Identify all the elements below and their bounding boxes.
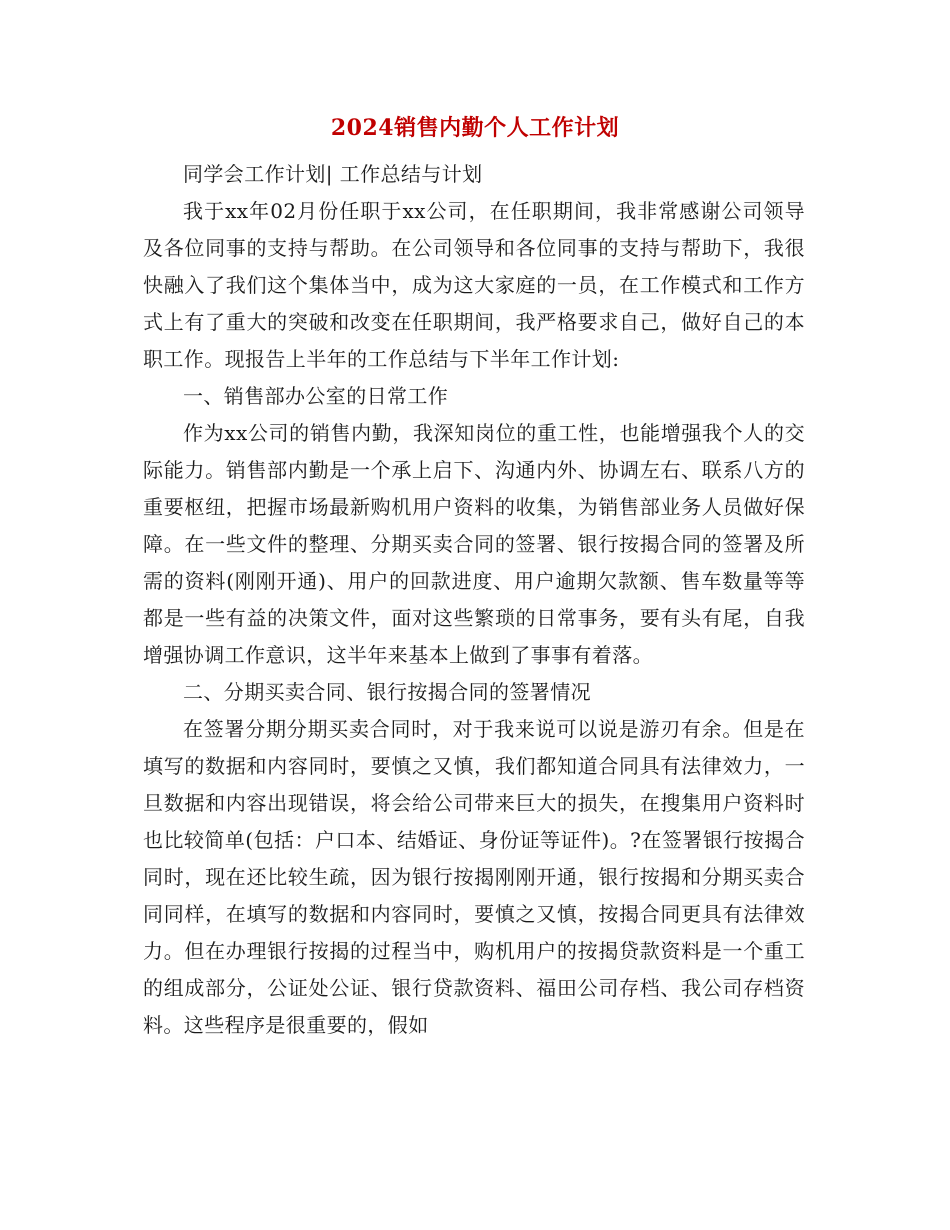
paragraph-section-1: 作为xx公司的销售内勤，我深知岗位的重工性，也能增强我个人的交际能力。销售部内勤是一个承上启下、沟通内外、协调左右、联系八方的重要枢纽，把握市场最新购机用户资料的收集，为销售部业务人员做好保障。在一些文件的整理、分期买卖合同的签署、银行按揭合同的签署及所需的资料(刚刚开通)、用户的回款进度、用户逾期欠款额、售车数量等等都是一些有益的决策文件，面对这些繁琐的日常事务，要有头有尾，自我增强协调工作意识，这半年来基本上做到了事事有着落。 bbox=[143, 421, 805, 667]
section-heading-2: 二、分期买卖合同、银行按揭合同的签署情况 bbox=[183, 680, 591, 704]
document-title: 2024销售内勤个人工作计划 bbox=[330, 115, 620, 141]
paragraph-intro: 我于xx年02月份任职于xx公司，在任职期间，我非常感谢公司领导及各位同事的支持与帮助。在公司领导和各位同事的支持与帮助下，我很快融入了我们这个集体当中，成为这大家庭的一员，在工作模式和工作方式上有了重大的突破和改变在任职期间，我严格要求自己，做好自己的本职工作。现报告上半年的工作总结与下半年工作计划: bbox=[143, 199, 805, 371]
section-heading-1: 一、销售部办公室的日常工作 bbox=[183, 384, 449, 408]
document-body bbox=[143, 156, 805, 1044]
paragraph-section-2: 在签署分期分期买卖合同时，对于我来说可以说是游刃有余。但是在填写的数据和内容同时，要慎之又慎，我们都知道合同具有法律效力，一旦数据和内容出现错误，将会给公司带来巨大的损失，在搜集用户资料时也比较简单(包括：户口本、结婚证、身份证等证件)。?在签署银行按揭合同时，现在还比较生疏，因为银行按揭刚刚开通，银行按揭和分期买卖合同同样，在填写的数据和内容同时，要慎之又慎，按揭合同更具有法律效力。但在办理银行按揭的过程当中，购机用户的按揭贷款资料是一个重工的组成部分，公证处公证、银行贷款资料、福田公司存档、我公司存档资料。这些程序是很重要的，假如 bbox=[143, 717, 805, 1037]
subtitle-line: 同学会工作计划| 工作总结与计划 bbox=[183, 162, 483, 186]
